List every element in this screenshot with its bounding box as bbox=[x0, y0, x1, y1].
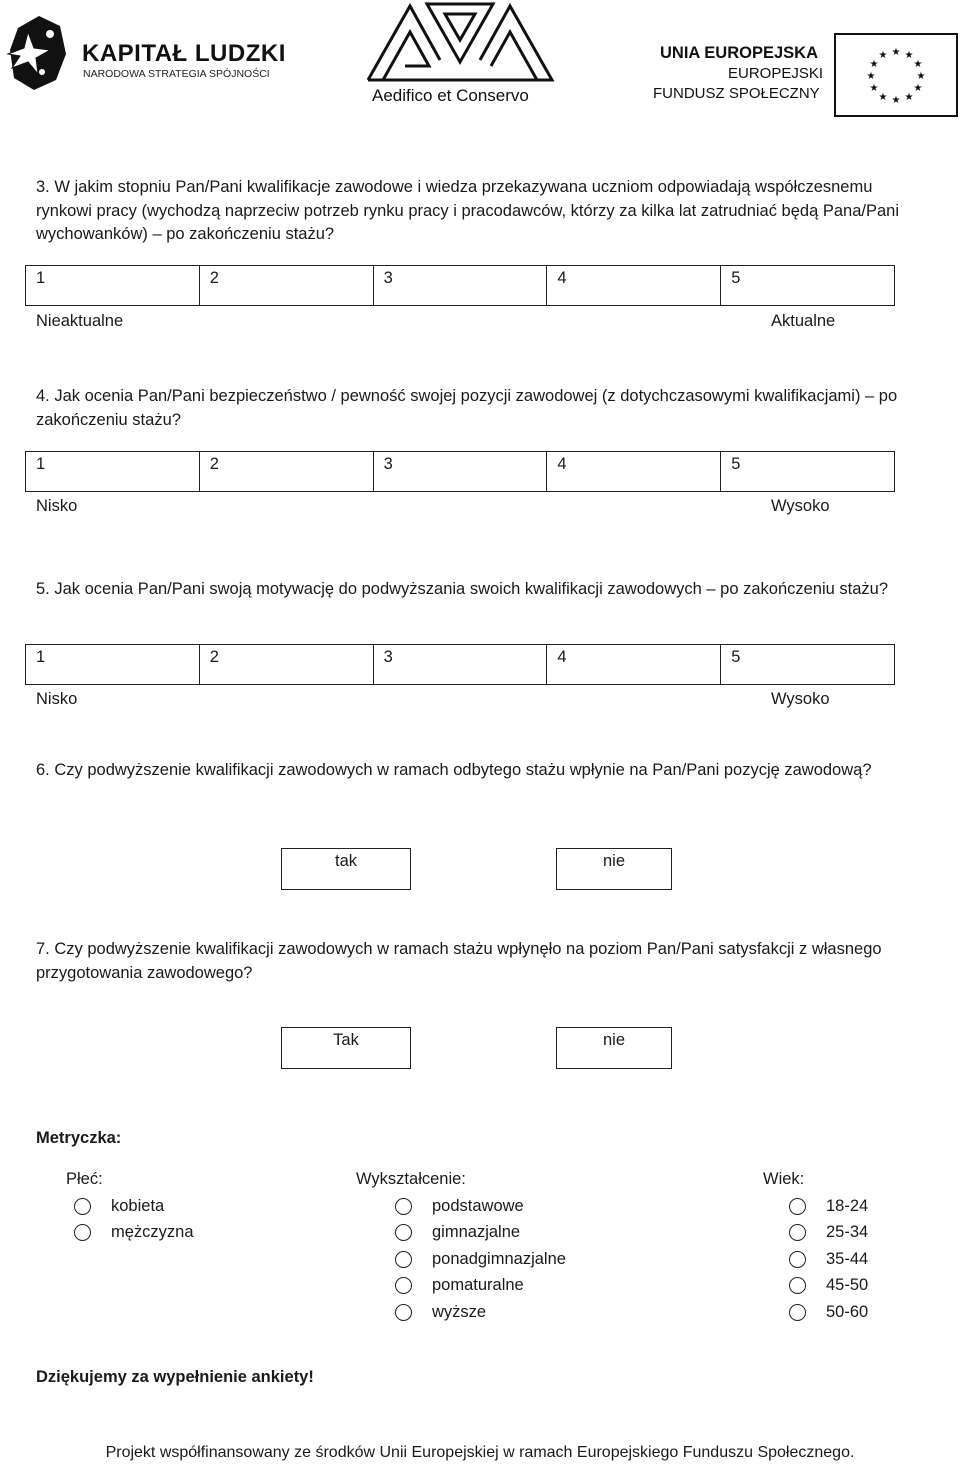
question-6-no-box[interactable]: nie bbox=[556, 848, 672, 890]
scale-option-3[interactable]: 3 bbox=[374, 266, 548, 305]
option-label: mężczyzna bbox=[111, 1223, 194, 1242]
age-options bbox=[789, 1193, 868, 1326]
education-option-ponadgimnazjalne[interactable] bbox=[395, 1246, 566, 1273]
education-option-pomaturalne[interactable] bbox=[395, 1273, 566, 1300]
question-5-text: 5. Jak ocenia Pan/Pani swoją motywację do podwyższania swoich kwalifikacji zawodowych – po zakończeniu stażu? bbox=[36, 580, 889, 598]
radio-button[interactable] bbox=[789, 1224, 806, 1241]
scale-option-4[interactable]: 4 bbox=[547, 645, 721, 684]
svg-text:★: ★ bbox=[869, 83, 879, 94]
scale-option-1[interactable]: 1 bbox=[26, 266, 200, 305]
question-6-text: 6. Czy podwyższenie kwalifikacji zawodowych w ramach odbytego stażu wpłynie na Pan/Pani pozycję zawodową? bbox=[36, 761, 872, 779]
question-4-text: 4. Jak ocenia Pan/Pani bezpieczeństwo / pewność swojej pozycji zawodowej (z dotychczasowymi kwalifikacjami) – po zakończeniu stażu? bbox=[36, 387, 898, 429]
scale-option-4[interactable]: 4 bbox=[547, 452, 721, 491]
age-option-18-24[interactable] bbox=[789, 1193, 868, 1220]
option-label: pomaturalne bbox=[432, 1276, 524, 1295]
age-label: Wiek: bbox=[763, 1170, 805, 1188]
gender-options bbox=[74, 1193, 194, 1246]
option-label: 25-34 bbox=[826, 1223, 869, 1242]
age-option-25-34[interactable] bbox=[789, 1220, 868, 1247]
question-5-scale bbox=[25, 644, 895, 685]
svg-text:★: ★ bbox=[869, 59, 879, 70]
question-7-no-box[interactable]: nie bbox=[556, 1027, 672, 1069]
option-label: wyższe bbox=[432, 1302, 487, 1321]
eu-flag bbox=[834, 33, 958, 117]
radio-button[interactable] bbox=[395, 1224, 412, 1241]
eu-logo bbox=[650, 30, 960, 120]
option-label: gimnazjalne bbox=[432, 1223, 521, 1242]
education-option-wyzsze[interactable] bbox=[395, 1299, 566, 1326]
radio-button[interactable] bbox=[74, 1224, 91, 1241]
svg-text:★: ★ bbox=[878, 92, 888, 103]
radio-button[interactable] bbox=[789, 1251, 806, 1268]
scale-option-1[interactable]: 1 bbox=[26, 645, 200, 684]
gender-label: Płeć: bbox=[66, 1170, 103, 1188]
question-4-high-label: Wysoko bbox=[771, 497, 830, 515]
eu-logo-line2: EUROPEJSKI bbox=[728, 65, 824, 82]
svg-text:★: ★ bbox=[904, 92, 914, 103]
kapital-ludzki-logo bbox=[4, 14, 286, 104]
radio-button[interactable] bbox=[395, 1277, 412, 1294]
radio-button[interactable] bbox=[789, 1198, 806, 1215]
age-option-35-44[interactable] bbox=[789, 1246, 868, 1273]
svg-text:★: ★ bbox=[913, 59, 923, 70]
option-label: podstawowe bbox=[432, 1196, 524, 1215]
svg-text:★: ★ bbox=[878, 50, 888, 61]
kapital-ludzki-star-icon bbox=[4, 14, 74, 94]
question-5-low-label: Nisko bbox=[36, 690, 78, 708]
svg-text:★: ★ bbox=[866, 71, 876, 82]
question-3-low-label: Nieaktualne bbox=[36, 312, 124, 330]
scale-option-5[interactable]: 5 bbox=[731, 455, 741, 473]
svg-text:★: ★ bbox=[916, 71, 926, 82]
option-label: 35-44 bbox=[826, 1249, 869, 1268]
education-option-podstawowe[interactable] bbox=[395, 1193, 566, 1220]
aedifico-triangles-icon bbox=[365, 0, 555, 85]
education-option-gimnazjalne[interactable] bbox=[395, 1220, 566, 1247]
option-label: 18-24 bbox=[826, 1196, 869, 1215]
scale-option-5[interactable]: 5 bbox=[731, 648, 741, 666]
gender-option-mezczyzna[interactable] bbox=[74, 1220, 194, 1247]
svg-text:★: ★ bbox=[904, 50, 914, 61]
radio-button[interactable] bbox=[789, 1277, 806, 1294]
svg-text:★: ★ bbox=[913, 83, 923, 94]
scale-option-4[interactable]: 4 bbox=[547, 266, 721, 305]
option-label: kobieta bbox=[111, 1196, 165, 1215]
thanks-message: Dziękujemy za wypełnienie ankiety! bbox=[36, 1368, 314, 1386]
question-7-yes-box[interactable]: Tak bbox=[281, 1027, 411, 1069]
gender-option-kobieta[interactable] bbox=[74, 1193, 194, 1220]
option-label: 45-50 bbox=[826, 1276, 869, 1295]
scale-option-3[interactable]: 3 bbox=[374, 645, 548, 684]
question-3-scale bbox=[25, 265, 895, 306]
question-6-yes-box[interactable]: tak bbox=[281, 848, 411, 890]
eu-stars-icon bbox=[836, 35, 956, 115]
radio-button[interactable] bbox=[789, 1304, 806, 1321]
scale-option-3[interactable]: 3 bbox=[374, 452, 548, 491]
option-label: ponadgimnazjalne bbox=[432, 1249, 566, 1268]
kapital-ludzki-subtitle: NARODOWA STRATEGIA SPÓJNOŚCI bbox=[83, 68, 270, 80]
scale-option-2[interactable]: 2 bbox=[200, 645, 374, 684]
scale-option-2[interactable]: 2 bbox=[200, 452, 374, 491]
radio-button[interactable] bbox=[395, 1304, 412, 1321]
eu-logo-line3: FUNDUSZ SPOŁECZNY bbox=[653, 85, 820, 102]
scale-option-2[interactable]: 2 bbox=[200, 266, 374, 305]
education-options bbox=[395, 1193, 566, 1326]
question-4-scale bbox=[25, 451, 895, 492]
age-option-50-60[interactable] bbox=[789, 1299, 868, 1326]
radio-button[interactable] bbox=[74, 1198, 91, 1215]
eu-logo-line1: UNIA EUROPEJSKA bbox=[660, 44, 818, 62]
question-3-high-label: Aktualne bbox=[771, 312, 836, 330]
question-5-high-label: Wysoko bbox=[771, 690, 830, 708]
option-label: 50-60 bbox=[826, 1302, 869, 1321]
radio-button[interactable] bbox=[395, 1251, 412, 1268]
scale-option-1[interactable]: 1 bbox=[26, 452, 200, 491]
svg-text:★: ★ bbox=[891, 95, 901, 106]
radio-button[interactable] bbox=[395, 1198, 412, 1215]
aedifico-logo bbox=[360, 0, 560, 110]
kapital-ludzki-title: KAPITAŁ LUDZKI bbox=[82, 40, 286, 67]
footer-note: Projekt współfinansowany ze środków Unii Europejskiej w ramach Europejskiego Funduszu Społecznego. bbox=[105, 1444, 855, 1461]
scale-option-5[interactable]: 5 bbox=[731, 269, 741, 287]
svg-text:★: ★ bbox=[891, 47, 901, 58]
question-4-low-label: Nisko bbox=[36, 497, 78, 515]
question-3-text: 3. W jakim stopniu Pan/Pani kwalifikacje zawodowe i wiedza przekazywana uczniom odpowiadają współczesnemu rynkowi pracy (wychodzą naprzeciw potrzeb rynku pracy i pracodawców, którzy za kilka lat zatrudniać będą Pana/Pani wychowanków) – po zakończeniu stażu? bbox=[36, 178, 899, 243]
education-label: Wykształcenie: bbox=[356, 1170, 466, 1188]
metryczka-title: Metryczka: bbox=[36, 1129, 122, 1147]
age-option-45-50[interactable] bbox=[789, 1273, 868, 1300]
aedifico-caption: Aedifico et Conservo bbox=[372, 86, 529, 105]
question-7-text: 7. Czy podwyższenie kwalifikacji zawodowych w ramach stażu wpłynęło na poziom Pan/Pani satysfakcji z własnego przygotowania zawodowego? bbox=[36, 940, 882, 982]
